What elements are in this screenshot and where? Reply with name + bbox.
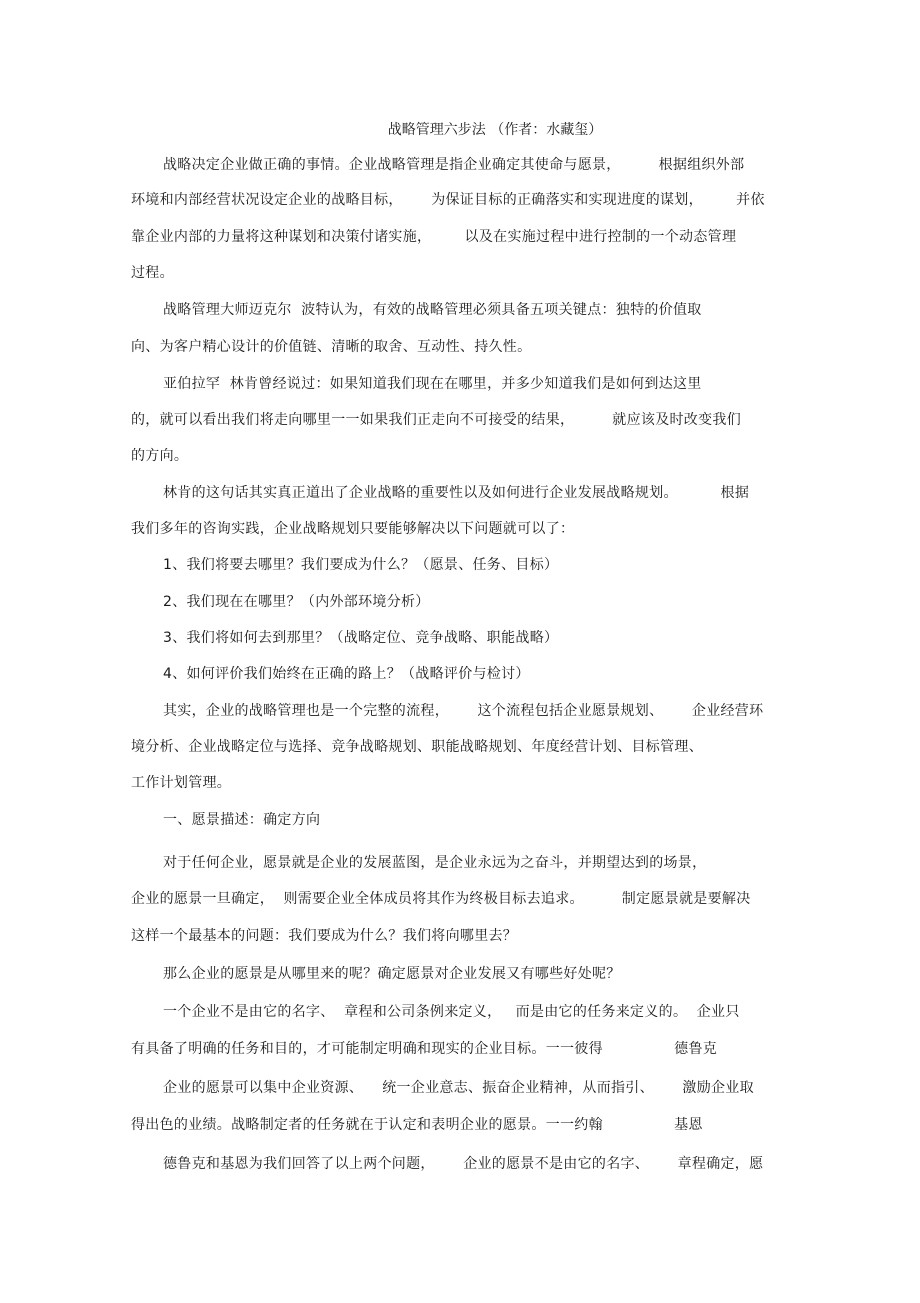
- paragraph-line: 的，就可以看出我们将走向哪里一一如果我们正走向不可接受的结果， 就应该及时改变我们: [131, 412, 741, 428]
- paragraph-line: 过程。: [131, 265, 174, 281]
- paragraph-line: 有具备了明确的任务和目的，才可能制定明确和现实的企业目标。一一彼得 德鲁克: [131, 1041, 718, 1057]
- paragraph-line: 的方向。: [131, 448, 189, 464]
- paragraph-line: 林肯的这句话其实真正道出了企业战略的重要性以及如何进行企业发展战略规划。 根据: [163, 485, 750, 501]
- paragraph-line: 一个企业不是由它的名字、 章程和公司条例来定义， 而是由它的任务来定义的。 企业只: [163, 1004, 740, 1020]
- paragraph-line: 对于任何企业，愿景就是企业的发展蓝图，是企业永远为之奋斗，并期望达到的场景，: [163, 855, 707, 871]
- paragraph-line: 企业的愿景一旦确定， 则需要企业全体成员将其作为终极目标去追求。 制定愿景就是要解决: [131, 891, 751, 907]
- paragraph-line: 环境和内部经营状况设定企业的战略目标， 为保证目标的正确落实和实现进度的谋划， 并依: [131, 192, 765, 208]
- paragraph-line: 我们多年的咨询实践，企业战略规划只要能够解决以下问题就可以了：: [131, 521, 575, 537]
- paragraph-line: 靠企业内部的力量将这种谋划和决策付诸实施， 以及在实施过程中进行控制的一个动态管理: [131, 229, 737, 245]
- paragraph-line: 向、为客户精心设计的价值链、清晰的取舍、互动性、持久性。: [131, 339, 532, 355]
- list-item: 4、如何评价我们始终在正确的路上？（战略评价与检讨）: [163, 666, 530, 682]
- list-item: 3、我们将如何去到那里？（战略定位、竞争战略、职能战略）: [163, 630, 559, 646]
- paragraph-line: 那么企业的愿景是从哪里来的呢？确定愿景对企业发展又有哪些好处呢？: [163, 966, 621, 982]
- paragraph-line: 企业的愿景可以集中企业资源、 统一企业意志、振奋企业精神，从而指引、 激励企业取: [163, 1080, 754, 1096]
- paragraph-line: 战略决定企业做正确的事情。企业战略管理是指企业确定其使命与愿景， 根据组织外部: [163, 157, 745, 173]
- section-heading: 一、愿景描述：确定方向: [163, 812, 321, 828]
- paragraph-line: 工作计划管理。: [131, 775, 232, 791]
- paragraph-line: 其实，企业的战略管理也是一个完整的流程， 这个流程包括企业愿景规划、 企业经营环: [163, 703, 764, 719]
- document-title: 战略管理六步法 （作者：水藏玺）: [387, 122, 603, 138]
- paragraph-line: 得出色的业绩。战略制定者的任务就在于认定和表明企业的愿景。一一约翰 基恩: [131, 1117, 703, 1133]
- paragraph-line: 德鲁克和基恩为我们回答了以上两个问题， 企业的愿景不是由它的名字、 章程确定，愿: [163, 1156, 764, 1172]
- list-item: 2、我们现在在哪里？（内外部环境分析）: [163, 594, 430, 610]
- list-item: 1、我们将要去哪里？我们要成为什么？（愿景、任务、目标）: [163, 557, 559, 573]
- paragraph-line: 这样一个最基本的问题：我们要成为什么？我们将向哪里去？: [131, 928, 518, 944]
- paragraph-line: 境分析、企业战略定位与选择、竞争战略规划、职能战略规划、年度经营计划、目标管理、: [131, 739, 703, 755]
- paragraph-line: 亚伯拉罕 林肯曾经说过：如果知道我们现在在哪里，并多少知道我们是如何到达这里: [163, 376, 702, 392]
- paragraph-line: 战略管理大师迈克尔 波特认为，有效的战略管理必须具备五项关键点：独特的价值取: [163, 302, 702, 318]
